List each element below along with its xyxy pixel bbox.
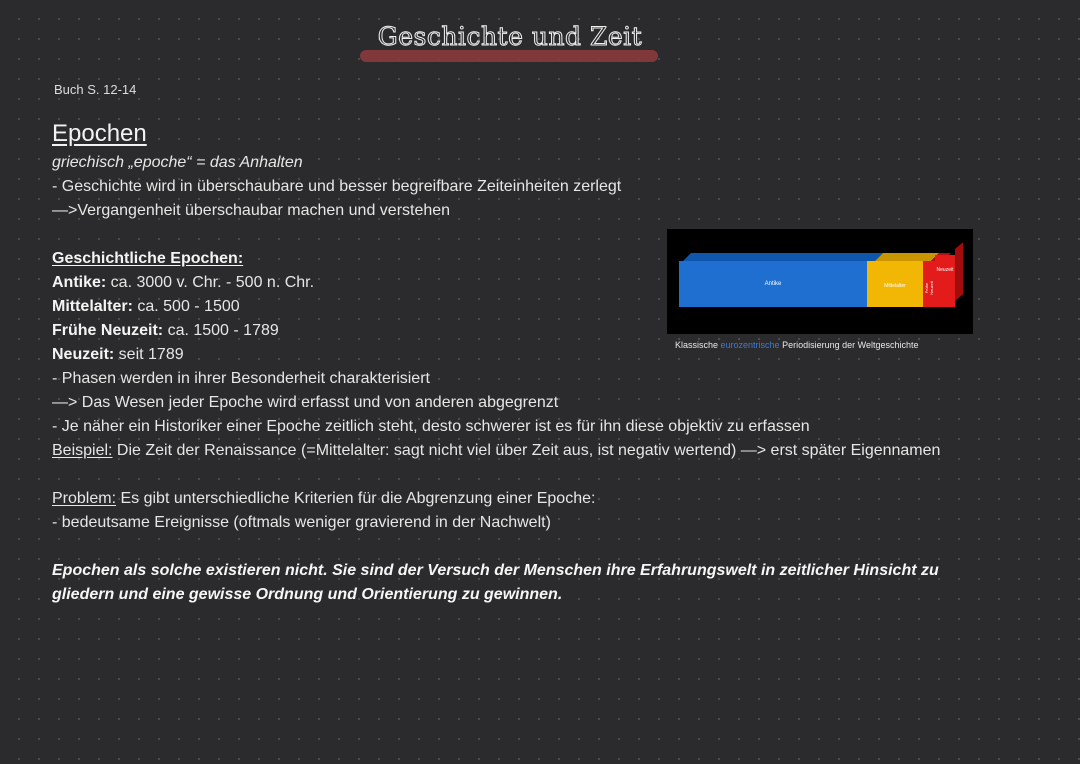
epoch-timeline-image: [667, 229, 973, 334]
epoch-name: Antike:: [52, 274, 107, 291]
heading-epochen: Epochen: [52, 120, 147, 147]
page-title: Geschichte und Zeit: [377, 22, 643, 51]
epoch-name: Neuzeit:: [52, 346, 115, 363]
definition-line: griechisch „epoche“ = das Anhalten: [52, 154, 303, 171]
problem-label: Problem:: [52, 490, 117, 507]
epoch-antike: [52, 274, 314, 292]
text-line-1: - Geschichte wird in überschaubare und besser begreifbare Zeiteinheiten zerlegt: [52, 178, 622, 195]
epoch-neuzeit: [52, 346, 184, 364]
epochs-heading: Geschichtliche Epochen:: [52, 250, 244, 267]
mittelalter-bar-top: [875, 253, 939, 261]
caption-link[interactable]: eurozentrische: [720, 340, 780, 350]
text-line-3: - Phasen werden in ihrer Besonderheit charakterisiert: [52, 370, 430, 387]
problem-line: [52, 490, 595, 508]
title-block: [360, 22, 660, 66]
text-line-6: - bedeutsame Ereignisse (oftmals weniger gravierend in der Nachwelt): [52, 514, 551, 531]
conclusion-line-2: gliedern und eine gewisse Ordnung und Orientierung zu gewinnen.: [52, 586, 563, 603]
text-line-4: —> Das Wesen jeder Epoche wird erfasst und von anderen abgegrenzt: [52, 394, 559, 411]
epoch-range: ca. 500 - 1500: [132, 298, 240, 315]
title-highlight: [360, 50, 658, 62]
epoch-mittelalter: [52, 298, 240, 316]
epoch-name: Frühe Neuzeit:: [52, 322, 164, 339]
book-reference: Buch S. 12-14: [54, 82, 137, 97]
neuzeit-bar: [935, 255, 955, 307]
caption-text-pre: Klassische: [675, 340, 721, 350]
conclusion-line-1: Epochen als solche existieren nicht. Sie sind der Versuch der Menschen ihre Erfahrungswelt in zeitlicher Hinsicht zu: [52, 562, 939, 579]
caption-text-post: Periodisierung der Weltgeschichte: [779, 340, 919, 350]
epoch-range: ca. 1500 - 1789: [163, 322, 279, 339]
fruehe-neuzeit-label: Frühe Neuzeit: [924, 281, 934, 295]
epoch-range: seit 1789: [114, 346, 184, 363]
problem-text: Es gibt unterschiedliche Kriterien für die Abgrenzung einer Epoche:: [116, 490, 596, 507]
epoch-range: ca. 3000 v. Chr. - 500 n. Chr.: [106, 274, 315, 291]
neuzeit-label: Neuzeit: [936, 267, 954, 273]
epoch-name: Mittelalter:: [52, 298, 133, 315]
figure-caption: [675, 340, 919, 350]
example-line: [52, 442, 940, 460]
example-text: Die Zeit der Renaissance (=Mittelalter: sagt nicht viel über Zeit aus, ist negativ wertend) —> erst später Eigennamen: [112, 442, 941, 459]
mittelalter-label: Mittelalter: [884, 283, 906, 289]
epoch-fruehe-neuzeit: [52, 322, 279, 340]
antike-label: Antike: [764, 281, 782, 287]
example-label: Beispiel:: [52, 442, 113, 459]
text-line-5: - Je näher ein Historiker einer Epoche zeitlich steht, desto schwerer ist es für ihn diese objektiv zu erfassen: [52, 418, 810, 435]
text-line-2: —>Vergangenheit überschaubar machen und verstehen: [52, 202, 451, 219]
antike-bar-top: [683, 253, 883, 261]
